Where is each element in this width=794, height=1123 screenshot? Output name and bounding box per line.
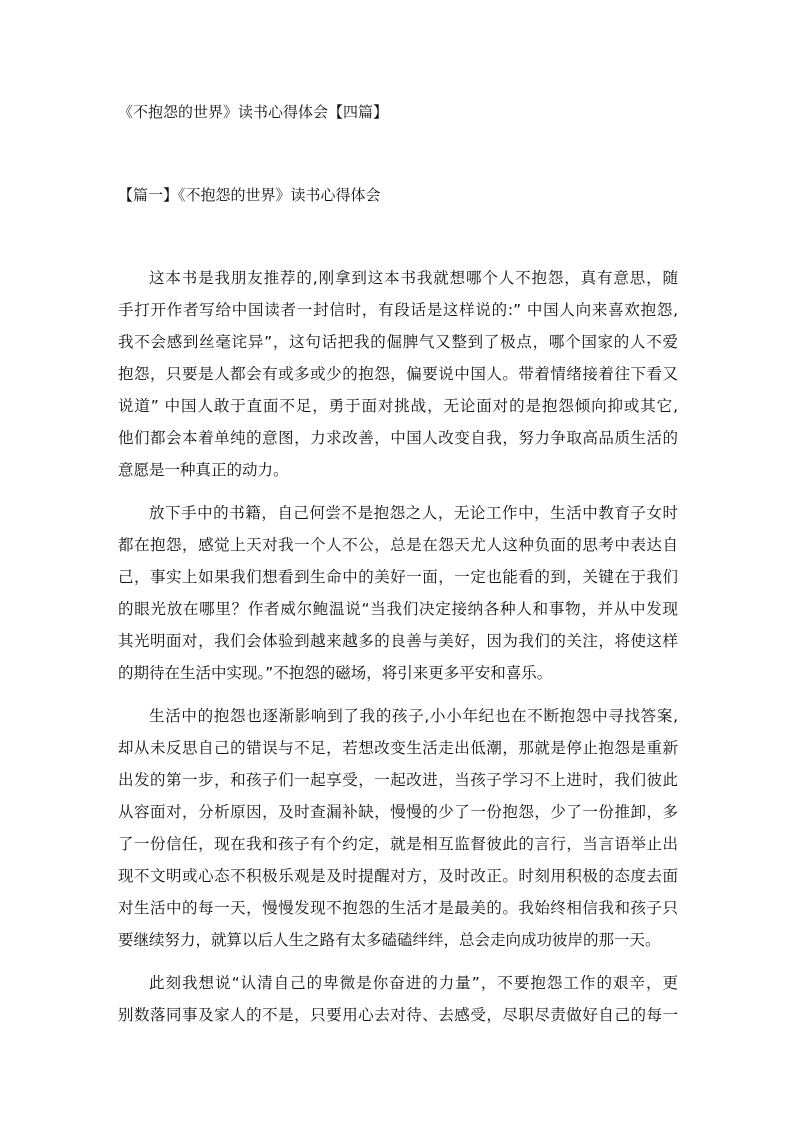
text-line: 其光明面对，我们会体验到越来越多的良善与美好，因为我们的关注，将使这样 bbox=[118, 632, 678, 650]
text-line: 这本书是我朋友推荐的,刚拿到这本书我就想哪个人不抱怨，真有意思，随 bbox=[149, 269, 678, 287]
text-line: 都在抱怨，感觉上天对我一个人不公，总是在怨天尤人这种负面的思考中表达自 bbox=[118, 536, 678, 554]
text-line: 的眼光放在哪里？作者威尔鲍温说“当我们决定接纳各种人和事物，并从中发现 bbox=[118, 600, 678, 618]
body-text bbox=[118, 262, 678, 1042]
text-line: 抱怨，只要是人都会有或多或少的抱怨，偏要说中国人。带着情绪接着往下看又 bbox=[118, 365, 678, 383]
text-line: 放下手中的书籍，自己何尝不是抱怨之人，无论工作中，生活中教育子女时 bbox=[149, 504, 678, 522]
text-line: 现不文明或心态不积极乐观是及时提醒对方，及时改正。时刻用积极的态度去面 bbox=[118, 867, 678, 885]
text-line: 意愿是一种真正的动力。 bbox=[118, 461, 289, 479]
text-line: 出发的第一步，和孩子们一起享受，一起改进，当孩子学习不上进时，我们彼此 bbox=[118, 771, 678, 789]
paragraph-4 bbox=[118, 967, 678, 1031]
text-line: 我不会感到丝毫诧异”，这句话把我的倔脾气又整到了极点，哪个国家的人不爱 bbox=[118, 333, 678, 351]
text-line: 手打开作者写给中国读者一封信时，有段话是这样说的:” 中国人向来喜欢抱怨, bbox=[118, 301, 678, 319]
document-title: 《不抱怨的世界》读书心得体会【四篇】 bbox=[118, 103, 389, 121]
paragraph-3 bbox=[118, 700, 678, 956]
text-line: 此刻我想说“认清自己的卑微是你奋进的力量”，不要抱怨工作的艰辛，更 bbox=[149, 974, 678, 992]
text-line: 要继续努力，就算以后人生之路有太多磕磕绊绊，总会走向成功彼岸的那一天。 bbox=[118, 931, 661, 949]
text-line: 了一份信任，现在我和孩子有个约定，就是相互监督彼此的言行，当言语举止出 bbox=[118, 835, 678, 853]
text-line: 己，事实上如果我们想看到生命中的美好一面，一定也能看的到，关键在于我们 bbox=[118, 568, 678, 586]
text-line: 的期待在生活中实现。”不抱怨的磁场，将引来更多平安和喜乐。 bbox=[118, 664, 553, 682]
text-line: 却从未反思自己的错误与不足，若想改变生活走出低潮，那就是停止抱怨是重新 bbox=[118, 739, 678, 757]
text-line: 他们都会本着单纯的意图，力求改善，中国人改变自我，努力争取高品质生活的 bbox=[118, 429, 678, 447]
text-line: 对生活中的每一天，慢慢发现不抱怨的生活才是最美的。我始终相信我和孩子只 bbox=[118, 899, 678, 917]
paragraph-1 bbox=[118, 262, 678, 486]
text-line: 从容面对，分析原因，及时查漏补缺，慢慢的少了一份抱怨，少了一份推卸，多 bbox=[118, 803, 678, 821]
paragraph-2 bbox=[118, 497, 678, 689]
section-title: 【篇一】《不抱怨的世界》读书心得体会 bbox=[118, 186, 381, 204]
text-line: 生活中的抱怨也逐渐影响到了我的孩子,小小年纪也在不断抱怨中寻找答案, bbox=[149, 707, 678, 725]
text-line: 说道” 中国人敢于直面不足，勇于面对挑战，无论面对的是抱怨倾向抑或其它, bbox=[118, 397, 678, 415]
text-line: 别数落同事及家人的不是，只要用心去对待、去感受，尽职尽责做好自己的每一 bbox=[118, 1006, 678, 1024]
